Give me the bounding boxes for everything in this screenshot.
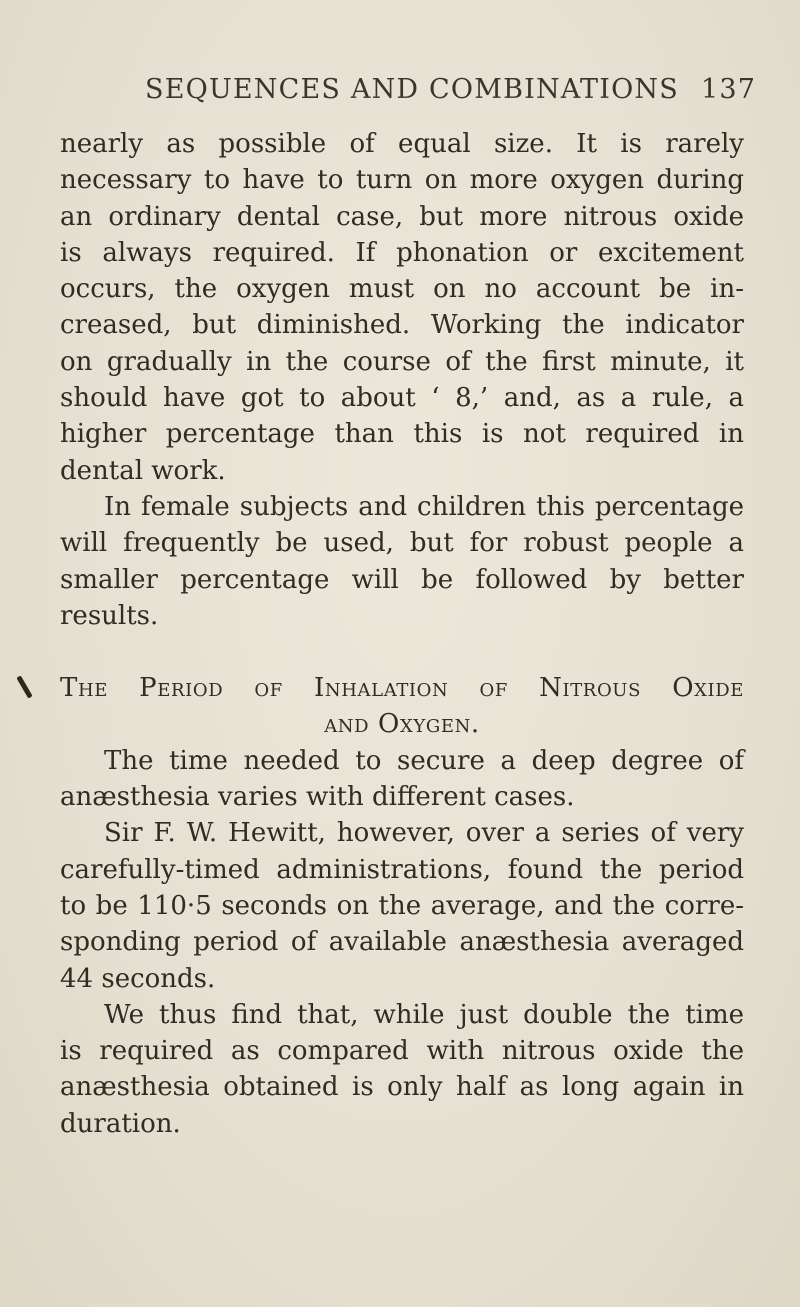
text-line: Sir F. W. Hewitt, however, over a series of very: [104, 818, 744, 849]
text-line: higher percentage than this is not required in: [60, 419, 744, 450]
text-line: smaller percentage will be followed by better: [60, 564, 744, 595]
text-line: carefully-timed administrations, found the period: [60, 854, 744, 885]
text-line: an ordinary dental case, but more nitrous oxide: [60, 201, 744, 232]
text-line: anæsthesia obtained is only half as long again in: [60, 1072, 744, 1103]
text-line: necessary to have to turn on more oxygen during: [60, 165, 744, 196]
page-number: 137: [700, 74, 757, 105]
text-line: on gradually in the course of the first minute, it: [60, 346, 744, 377]
text-line: should have got to about ‘ 8,’ and, as a rule, a: [60, 383, 744, 414]
paragraph-1: [60, 126, 744, 489]
text-line: sponding period of available anæsthesia averaged: [60, 927, 744, 958]
running-head: [145, 74, 757, 105]
section-gap: [60, 634, 744, 670]
text-line: We thus find that, while just double the time: [104, 999, 744, 1030]
section-heading-line: and Oxygen.: [324, 709, 480, 740]
paragraph-2: [60, 489, 744, 634]
ink-mark: [16, 675, 32, 698]
text-line: 44 seconds.: [60, 963, 216, 994]
text-line: occurs, the oxygen must on no account be in-: [60, 274, 744, 305]
running-head-title: SEQUENCES AND COMBINATIONS: [145, 74, 679, 105]
text-line: The time needed to secure a deep degree of: [104, 745, 744, 776]
paragraph-5: [60, 997, 744, 1142]
text-line: In female subjects and children this percentage: [104, 491, 744, 522]
section-heading: [60, 670, 744, 743]
section-heading-line: The Period of Inhalation of Nitrous Oxide: [60, 673, 744, 704]
text-line: duration.: [60, 1108, 181, 1139]
text-line: will frequently be used, but for robust people a: [60, 528, 744, 559]
paragraph-4: [60, 815, 744, 996]
text-line: results.: [60, 600, 159, 631]
paragraph-3: [60, 743, 744, 816]
body-text: [60, 126, 744, 1142]
text-line: to be 110·5 seconds on the average, and the corre-: [60, 890, 744, 921]
text-line: is always required. If phonation or excitement: [60, 237, 744, 268]
text-line: is required as compared with nitrous oxide the: [60, 1036, 744, 1067]
text-line: nearly as possible of equal size. It is rarely: [60, 129, 744, 159]
text-line: dental work.: [60, 455, 226, 486]
text-line: anæsthesia varies with different cases.: [60, 782, 575, 813]
text-line: creased, but diminished. Working the indicator: [60, 310, 744, 341]
